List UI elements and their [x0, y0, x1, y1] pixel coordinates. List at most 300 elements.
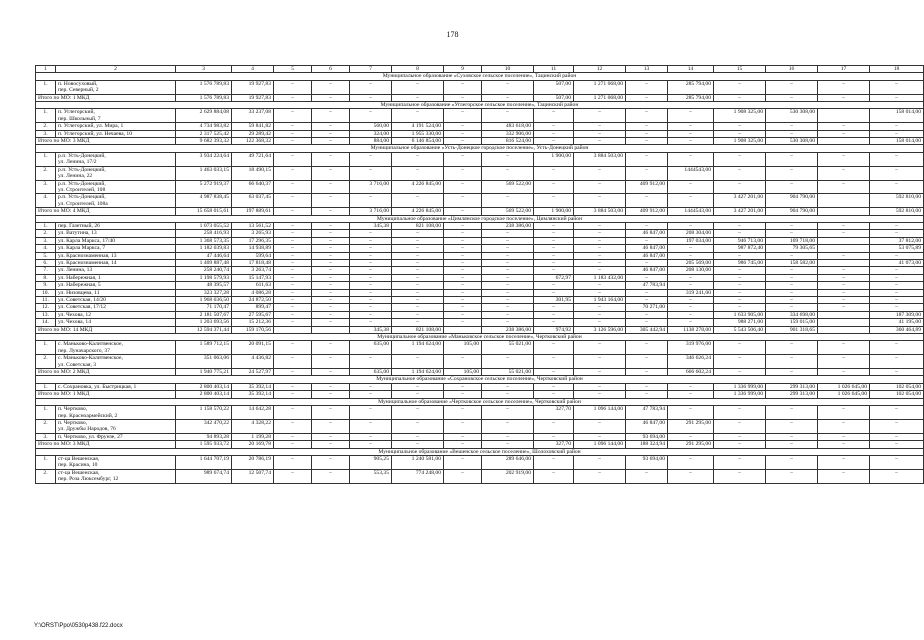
value-cell: 13 561,52: [232, 222, 274, 229]
column-number-header: 8: [392, 66, 444, 73]
value-cell: –: [626, 319, 668, 326]
value-cell: –: [534, 180, 574, 194]
value-cell: 2 800 403,14: [176, 383, 232, 390]
value-cell: –: [574, 383, 626, 390]
value-cell: –: [626, 289, 668, 296]
value-cell: –: [534, 130, 574, 137]
value-cell: 989 674,74: [176, 469, 232, 483]
row-number: 3.: [36, 130, 56, 137]
municipality-title: Муниципальное образование «Углегорское сельское поселение», Тацинский район: [36, 102, 924, 109]
municipality-section-row: [36, 102, 924, 109]
total-cell: 884,00: [350, 138, 392, 145]
value-cell: –: [766, 267, 818, 274]
total-cell: 1 595 933,72: [176, 441, 232, 448]
value-cell: –: [482, 383, 534, 390]
total-cell: –: [818, 369, 870, 376]
value-cell: –: [274, 289, 312, 296]
value-cell: 79 305,65: [766, 245, 818, 252]
value-cell: –: [444, 297, 482, 304]
value-cell: –: [626, 130, 668, 137]
value-cell: –: [350, 267, 392, 274]
value-cell: –: [626, 237, 668, 244]
value-cell: 202 919,00: [482, 469, 534, 483]
total-cell: 409 912,00: [626, 208, 668, 215]
value-cell: –: [444, 455, 482, 469]
value-cell: –: [766, 469, 818, 483]
total-cell: 1 940 775,21: [176, 369, 232, 376]
column-number-header: 5: [274, 66, 312, 73]
total-cell: –: [534, 369, 574, 376]
value-cell: –: [766, 130, 818, 137]
row-number: 8.: [36, 274, 56, 281]
total-cell: [312, 326, 350, 333]
value-cell: 71 170,47: [176, 304, 232, 311]
value-cell: –: [274, 267, 312, 274]
value-cell: 15 147,93: [232, 274, 274, 281]
value-cell: –: [392, 282, 444, 289]
value-cell: 332 906,00: [482, 130, 534, 137]
total-cell: –: [714, 441, 766, 448]
value-cell: 14 938,89: [232, 245, 274, 252]
value-cell: 1 026 645,00: [818, 383, 870, 390]
value-cell: –: [668, 319, 714, 326]
municipality-section-row: [36, 145, 924, 152]
total-cell: 569 522,00: [482, 208, 534, 215]
value-cell: –: [574, 304, 626, 311]
value-cell: 33 237,08: [232, 109, 274, 123]
value-cell: –: [274, 245, 312, 252]
value-cell: –: [350, 383, 392, 390]
column-number-header: 7: [350, 66, 392, 73]
value-cell: –: [714, 419, 766, 433]
value-cell: 409 912,00: [626, 180, 668, 194]
value-cell: 24 872,50: [232, 297, 274, 304]
total-cell: 345,38: [350, 326, 392, 333]
value-cell: –: [392, 259, 444, 266]
value-cell: –: [274, 259, 312, 266]
value-cell: 821 108,00: [392, 222, 444, 229]
value-cell: 48 395,57: [176, 282, 232, 289]
value-cell: 1 073 055,52: [176, 222, 232, 229]
value-cell: –: [574, 311, 626, 318]
value-cell: 285 794,00: [668, 80, 714, 94]
value-cell: –: [534, 341, 574, 355]
value-cell: [818, 311, 870, 318]
value-cell: 1 908 325,00: [714, 109, 766, 123]
building-address: ул. Ленина, 13: [56, 267, 176, 274]
value-cell: –: [766, 406, 818, 420]
value-cell: 205 569,00: [668, 259, 714, 266]
building-address: п. Чертково, ул. Фрунзе, 27: [56, 433, 176, 440]
building-row: [36, 245, 924, 252]
total-label: Итого по МО: 2 МКД: [36, 369, 176, 376]
total-cell: –: [534, 391, 574, 398]
value-cell: –: [392, 109, 444, 123]
building-row: [36, 109, 924, 123]
municipality-total-row: [36, 326, 924, 333]
value-cell: –: [818, 252, 870, 259]
value-cell: –: [274, 274, 312, 281]
value-cell: –: [350, 419, 392, 433]
building-address: ул. Ватутина, 13: [56, 230, 176, 237]
total-cell: –: [870, 369, 924, 376]
row-number: 1.: [36, 222, 56, 229]
value-cell: –: [444, 130, 482, 137]
value-cell: 553,35: [350, 469, 392, 483]
value-cell: –: [350, 230, 392, 237]
value-cell: –: [312, 222, 350, 229]
value-cell: –: [274, 194, 312, 208]
row-number: 2.: [36, 230, 56, 237]
value-cell: –: [870, 282, 924, 289]
value-cell: –: [818, 433, 870, 440]
value-cell: 1 576 789,83: [176, 80, 232, 94]
value-cell: –: [274, 297, 312, 304]
value-cell: –: [482, 109, 534, 123]
value-cell: –: [714, 274, 766, 281]
value-cell: 63 037,45: [232, 194, 274, 208]
total-cell: 35 392,14: [232, 391, 274, 398]
value-cell: –: [274, 304, 312, 311]
total-cell: –: [350, 391, 392, 398]
value-cell: 93 694,00: [626, 455, 668, 469]
value-cell: 14 642,28: [232, 406, 274, 420]
building-row: [36, 304, 924, 311]
building-address: ул. Краснознаменная, 13: [56, 252, 176, 259]
value-cell: 238 386,00: [482, 222, 534, 229]
value-cell: –: [444, 355, 482, 369]
total-cell: –: [274, 391, 312, 398]
building-address: пер. Газетный, 26: [56, 222, 176, 229]
value-cell: 319 241,00: [668, 289, 714, 296]
value-cell: –: [766, 433, 818, 440]
column-number-header: 13: [626, 66, 668, 73]
total-cell: –: [482, 94, 534, 101]
value-cell: –: [714, 341, 766, 355]
value-cell: –: [534, 123, 574, 130]
value-cell: –: [274, 311, 312, 318]
value-cell: 27 595,67: [232, 311, 274, 318]
value-cell: –: [668, 152, 714, 166]
value-cell: 105,00: [444, 341, 482, 355]
value-cell: 4 734 983,82: [176, 123, 232, 130]
total-cell: 1 271 068,00: [574, 94, 626, 101]
value-cell: –: [714, 469, 766, 483]
value-cell: –: [870, 469, 924, 483]
value-cell: –: [482, 282, 534, 289]
building-address: р.п. Усть-Донецкий, ул. Строителей, 108: [56, 180, 176, 194]
value-cell: –: [444, 245, 482, 252]
value-cell: 102 054,00: [870, 383, 924, 390]
value-cell: –: [714, 166, 766, 180]
value-cell: 1 158 570,22: [176, 406, 232, 420]
value-cell: –: [444, 123, 482, 130]
total-cell: 9 682 393,32: [176, 138, 232, 145]
value-cell: 197 034,00: [668, 237, 714, 244]
value-cell: –: [766, 341, 818, 355]
building-row: [36, 259, 924, 266]
value-cell: –: [444, 222, 482, 229]
value-cell: –: [818, 341, 870, 355]
value-cell: –: [392, 433, 444, 440]
value-cell: –: [392, 152, 444, 166]
value-cell: –: [714, 252, 766, 259]
value-cell: –: [444, 419, 482, 433]
column-number-header: 4: [232, 66, 274, 73]
total-cell: –: [392, 391, 444, 398]
building-row: [36, 152, 924, 166]
value-cell: –: [574, 237, 626, 244]
column-number-header: 6: [312, 66, 350, 73]
value-cell: –: [870, 123, 924, 130]
value-cell: –: [766, 222, 818, 229]
value-cell: –: [274, 419, 312, 433]
total-cell: 102 054,00: [870, 391, 924, 398]
value-cell: 5 272 919,37: [176, 180, 232, 194]
column-number-header: 10: [482, 66, 534, 73]
building-address: п. Чертково, пер. Красноармейский, 2: [56, 406, 176, 420]
value-cell: 1 644 707,19: [176, 455, 232, 469]
total-cell: –: [444, 391, 482, 398]
value-cell: 4 987 838,45: [176, 194, 232, 208]
value-cell: –: [534, 166, 574, 180]
building-row: [36, 297, 924, 304]
value-cell: [818, 109, 870, 123]
value-cell: –: [444, 80, 482, 94]
value-cell: –: [714, 130, 766, 137]
value-cell: –: [534, 252, 574, 259]
value-cell: –: [444, 230, 482, 237]
value-cell: –: [574, 289, 626, 296]
value-cell: 3 884 503,00: [574, 152, 626, 166]
value-cell: –: [574, 130, 626, 137]
total-cell: –: [626, 391, 668, 398]
value-cell: –: [274, 130, 312, 137]
value-cell: –: [444, 237, 482, 244]
total-label: Итого по МО: 4 МКД: [36, 208, 176, 215]
value-cell: –: [668, 406, 714, 420]
value-cell: 1 096 144,00: [574, 406, 626, 420]
row-number: 4.: [36, 245, 56, 252]
total-label: Итого по МО: 1 МКД: [36, 94, 176, 101]
value-cell: –: [870, 341, 924, 355]
building-address: ст-ца Вешенская, пер. Красина, 10: [56, 455, 176, 469]
building-row: [36, 355, 924, 369]
value-cell: –: [574, 433, 626, 440]
total-cell: –: [392, 94, 444, 101]
value-cell: –: [668, 180, 714, 194]
value-cell: –: [534, 259, 574, 266]
value-cell: 20 786,19: [232, 455, 274, 469]
total-cell: 3 126 596,00: [574, 326, 626, 333]
value-cell: –: [482, 419, 534, 433]
value-cell: –: [392, 297, 444, 304]
value-cell: 327,70: [534, 406, 574, 420]
value-cell: –: [312, 123, 350, 130]
municipality-title: Муниципальное образование «Чертковское сельское поселение», Чертковский район: [36, 398, 924, 405]
value-cell: 1 968 036,50: [176, 297, 232, 304]
value-cell: 46 847,00: [626, 267, 668, 274]
municipality-section-row: [36, 73, 924, 80]
building-address: ул. Советская, 14/20: [56, 297, 176, 304]
value-cell: –: [714, 152, 766, 166]
row-number: 1.: [36, 152, 56, 166]
column-number-header: 1: [36, 66, 56, 73]
value-cell: –: [534, 194, 574, 208]
value-cell: –: [668, 274, 714, 281]
municipality-section-row: [36, 334, 924, 341]
value-cell: –: [818, 230, 870, 237]
value-cell: –: [274, 123, 312, 130]
total-cell: 5 543 506,40: [714, 326, 766, 333]
value-cell: –: [392, 80, 444, 94]
column-number-header: 15: [714, 66, 766, 73]
value-cell: –: [482, 304, 534, 311]
value-cell: 635,00: [350, 341, 392, 355]
value-cell: 1 589 712,15: [176, 341, 232, 355]
total-cell: 635,00: [350, 369, 392, 376]
value-cell: –: [312, 355, 350, 369]
value-cell: –: [312, 274, 350, 281]
total-cell: –: [444, 208, 482, 215]
value-cell: –: [274, 80, 312, 94]
building-row: [36, 123, 924, 130]
value-cell: –: [818, 274, 870, 281]
value-cell: –: [312, 406, 350, 420]
value-cell: –: [350, 297, 392, 304]
row-number: 1.: [36, 455, 56, 469]
value-cell: –: [312, 341, 350, 355]
value-cell: –: [668, 282, 714, 289]
value-cell: –: [312, 130, 350, 137]
value-cell: –: [766, 166, 818, 180]
value-cell: –: [482, 355, 534, 369]
total-cell: 3 427 201,00: [714, 208, 766, 215]
total-cell: 299 313,00: [766, 391, 818, 398]
value-cell: –: [626, 274, 668, 281]
value-cell: –: [818, 289, 870, 296]
row-number: 1.: [36, 341, 56, 355]
value-cell: –: [274, 469, 312, 483]
value-cell: –: [574, 282, 626, 289]
value-cell: –: [392, 419, 444, 433]
value-cell: 258 416,93: [176, 230, 232, 237]
building-row: [36, 267, 924, 274]
municipality-section-row: [36, 398, 924, 405]
value-cell: –: [482, 194, 534, 208]
column-number-header: 17: [818, 66, 870, 73]
total-cell: –: [714, 94, 766, 101]
total-cell: 1 336 999,00: [714, 391, 766, 398]
value-cell: –: [870, 406, 924, 420]
value-cell: –: [626, 109, 668, 123]
building-row: [36, 130, 924, 137]
value-cell: –: [444, 406, 482, 420]
value-cell: 946 713,00: [714, 237, 766, 244]
value-cell: –: [392, 166, 444, 180]
municipality-title: Муниципальное образование «Цимлянское городское поселение», Цимлянский район: [36, 215, 924, 222]
value-cell: –: [766, 297, 818, 304]
value-cell: –: [274, 222, 312, 229]
value-cell: –: [312, 455, 350, 469]
value-cell: –: [818, 355, 870, 369]
value-cell: –: [444, 252, 482, 259]
value-cell: –: [626, 341, 668, 355]
value-cell: –: [574, 419, 626, 433]
building-address: ул. Краснознаменная, 14: [56, 259, 176, 266]
value-cell: –: [482, 311, 534, 318]
value-cell: –: [534, 222, 574, 229]
value-cell: –: [444, 180, 482, 194]
value-cell: –: [534, 282, 574, 289]
value-cell: 351 063,06: [176, 355, 232, 369]
value-cell: 46 847,00: [626, 230, 668, 237]
value-cell: –: [444, 319, 482, 326]
total-cell: 238 386,00: [482, 326, 534, 333]
row-number: 12.: [36, 304, 56, 311]
value-cell: –: [350, 194, 392, 208]
value-cell: 324,00: [350, 130, 392, 137]
value-cell: 70 271,00: [626, 304, 668, 311]
total-cell: 15 658 015,61: [176, 208, 232, 215]
value-cell: 1 336 999,00: [714, 383, 766, 390]
column-number-header: 14: [668, 66, 714, 73]
total-cell: 291 295,00: [668, 441, 714, 448]
value-cell: 1 943 164,00: [574, 297, 626, 304]
value-cell: –: [574, 252, 626, 259]
total-cell: –: [444, 441, 482, 448]
total-cell: 19 927,83: [232, 94, 274, 101]
value-cell: –: [574, 319, 626, 326]
value-cell: –: [818, 469, 870, 483]
value-cell: 46 847,00: [626, 419, 668, 433]
total-cell: –: [444, 138, 482, 145]
building-row: [36, 419, 924, 433]
value-cell: –: [818, 80, 870, 94]
value-cell: –: [766, 80, 818, 94]
value-cell: 20 091,15: [232, 341, 274, 355]
value-cell: –: [312, 311, 350, 318]
total-cell: 1 908 325,00: [714, 138, 766, 145]
value-cell: [818, 259, 870, 266]
value-cell: –: [714, 455, 766, 469]
building-row: [36, 237, 924, 244]
value-cell: –: [312, 289, 350, 296]
value-cell: 3 265,93: [232, 230, 274, 237]
value-cell: –: [482, 252, 534, 259]
building-address: п. Новосуховый, пер. Северный, 2: [56, 80, 176, 94]
total-cell: 4 226 845,00: [392, 208, 444, 215]
value-cell: –: [312, 109, 350, 123]
value-cell: –: [350, 406, 392, 420]
value-cell: –: [714, 230, 766, 237]
total-cell: 3 716,00: [350, 208, 392, 215]
building-address: ул. Чехова, 14: [56, 319, 176, 326]
value-cell: 507,00: [534, 80, 574, 94]
value-cell: –: [350, 166, 392, 180]
row-number: 3.: [36, 433, 56, 440]
total-cell: 1444543,00: [668, 208, 714, 215]
value-cell: –: [482, 319, 534, 326]
value-cell: –: [870, 152, 924, 166]
building-row: [36, 222, 924, 229]
value-cell: –: [626, 355, 668, 369]
value-cell: –: [668, 455, 714, 469]
value-cell: –: [870, 355, 924, 369]
value-cell: 158 014,00: [870, 109, 924, 123]
value-cell: 483 618,00: [482, 123, 534, 130]
value-cell: –: [574, 180, 626, 194]
